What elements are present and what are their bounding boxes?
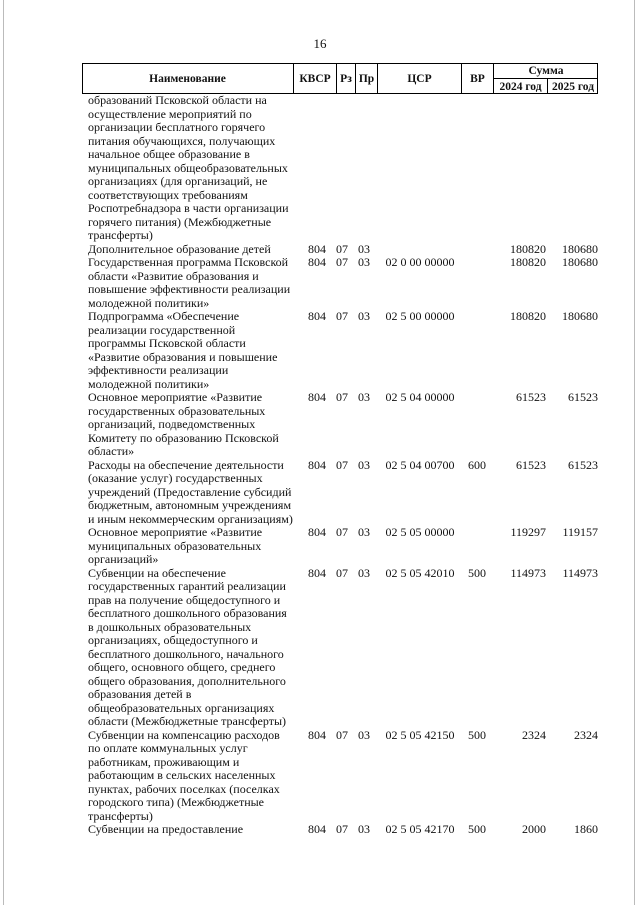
cell-vr: 500 bbox=[468, 822, 486, 836]
cell-kvsr: 804 bbox=[308, 390, 326, 404]
cell-name bbox=[88, 256, 298, 310]
cell-name-line: Государственная программа Псковской bbox=[88, 255, 289, 269]
page-number: 16 bbox=[313, 36, 327, 51]
cell-sum-2024: 61523 bbox=[516, 457, 546, 472]
cell-name-line: прав на получение общедоступного и bbox=[88, 592, 281, 607]
cell-name-line: пунктах, рабочих поселках (поселках bbox=[88, 781, 280, 796]
cell-name-line: общего, основного общего, среднего bbox=[88, 660, 276, 674]
cell-name-line: образований Псковской области на bbox=[88, 93, 267, 107]
cell-sum-2025: 119157 bbox=[562, 525, 598, 539]
cell-name-line: организациях (для организаций, не bbox=[88, 174, 268, 188]
cell-name-line: осуществление мероприятий по bbox=[88, 106, 252, 121]
cell-name-line: области» bbox=[88, 444, 135, 458]
cell-kvsr: 804 bbox=[308, 309, 326, 323]
cell-name-line: области (Межбюджетные трансферты) bbox=[88, 714, 287, 728]
cell-name-line: в дошкольных образовательных bbox=[88, 619, 252, 634]
cell-name-line: повышение эффективности реализации bbox=[88, 282, 291, 296]
table-row bbox=[0, 94, 640, 243]
cell-kvsr: 804 bbox=[308, 241, 326, 256]
cell-csr: 02 5 05 42150 bbox=[385, 727, 455, 742]
cell-name bbox=[88, 243, 298, 257]
cell-name bbox=[88, 94, 298, 243]
table-row bbox=[0, 243, 640, 257]
cell-name-line: работающим в сельских населенных bbox=[88, 768, 276, 782]
cell-name-line: организаций, подведомственных bbox=[88, 417, 256, 431]
cell-name-line: (оказание услуг) государственных bbox=[88, 471, 263, 485]
cell-sum-2024: 180820 bbox=[510, 255, 546, 269]
cell-name-line: муниципальных общеобразовательных bbox=[88, 160, 288, 175]
cell-name-line: общеобразовательных организациях bbox=[88, 700, 275, 715]
cell-rz: 07 bbox=[336, 390, 348, 404]
header-name: Наименование bbox=[82, 63, 294, 94]
table-row bbox=[0, 526, 640, 567]
cell-pr: 03 bbox=[358, 255, 370, 269]
table-row bbox=[0, 310, 640, 391]
cell-rz: 07 bbox=[336, 457, 348, 472]
cell-pr: 03 bbox=[358, 525, 370, 539]
header-csr: ЦСР bbox=[378, 63, 462, 94]
cell-pr: 03 bbox=[358, 565, 370, 580]
cell-name-line: бесплатного дошкольного, начального bbox=[88, 646, 284, 661]
cell-name-line: учреждений (Предоставление субсидий bbox=[88, 484, 292, 499]
cell-name-line: трансферты) bbox=[88, 808, 153, 823]
cell-kvsr: 804 bbox=[308, 727, 326, 742]
cell-sum-2024: 180820 bbox=[510, 241, 546, 256]
cell-sum-2025: 61523 bbox=[568, 390, 598, 404]
cell-vr: 500 bbox=[468, 727, 486, 742]
table-body bbox=[0, 94, 640, 837]
cell-name-line: эффективности реализации bbox=[88, 363, 229, 377]
cell-name-line: по оплате коммунальных услуг bbox=[88, 741, 248, 755]
cell-name-line: организаций» bbox=[88, 552, 159, 566]
header-rz: Рз bbox=[337, 63, 356, 94]
cell-name bbox=[88, 823, 298, 837]
cell-csr: 02 5 04 00700 bbox=[385, 457, 455, 472]
cell-name-line: бюджетным, автономным учреждениям bbox=[88, 498, 292, 512]
cell-name-line: муниципальных образовательных bbox=[88, 538, 262, 553]
cell-sum-2025: 1860 bbox=[574, 822, 598, 836]
cell-rz: 07 bbox=[336, 241, 348, 256]
cell-name-line: молодежной политики» bbox=[88, 376, 210, 391]
cell-csr: 02 5 05 00000 bbox=[385, 525, 455, 539]
cell-name-line: Подпрограмма «Обеспечение bbox=[88, 309, 240, 323]
header-year-2025: 2025 год bbox=[551, 80, 595, 93]
cell-name-line: государственных гарантий реализации bbox=[88, 579, 286, 593]
cell-sum-2025: 2324 bbox=[574, 727, 598, 742]
cell-name-line: «Развитие образования и повышение bbox=[88, 349, 278, 364]
cell-csr: 02 0 00 00000 bbox=[385, 255, 455, 269]
cell-csr: 02 5 05 42170 bbox=[385, 822, 455, 836]
cell-kvsr: 804 bbox=[308, 255, 326, 269]
cell-pr: 03 bbox=[358, 241, 370, 256]
cell-name-line: Основное мероприятие «Развитие bbox=[88, 525, 263, 539]
cell-rz: 07 bbox=[336, 309, 348, 323]
cell-sum-2025: 180680 bbox=[562, 241, 598, 256]
table-row bbox=[0, 391, 640, 459]
cell-name-line: Дополнительное образование детей bbox=[88, 241, 271, 256]
cell-sum-2024: 180820 bbox=[510, 309, 546, 323]
cell-name bbox=[88, 391, 298, 459]
cell-name-line: организации бесплатного горячего bbox=[88, 120, 266, 134]
cell-vr: 500 bbox=[468, 565, 486, 580]
header-vr: ВР bbox=[462, 63, 494, 94]
cell-kvsr: 804 bbox=[308, 457, 326, 472]
cell-name-line: соответствующих требованиям bbox=[88, 187, 248, 202]
table-row bbox=[0, 823, 640, 837]
cell-name-line: работникам, проживающим и bbox=[88, 754, 240, 769]
cell-name-line: Субвенции на обеспечение bbox=[88, 565, 226, 580]
cell-vr: 600 bbox=[468, 457, 486, 472]
cell-name bbox=[88, 459, 298, 527]
cell-name-line: городского типа) (Межбюджетные bbox=[88, 795, 265, 809]
header-kvsr: КВСР bbox=[294, 63, 337, 94]
cell-name-line: Субвенции на компенсацию расходов bbox=[88, 727, 280, 742]
table-header bbox=[82, 63, 598, 94]
cell-name-line: горячего питания) (Межбюджетные bbox=[88, 214, 272, 229]
cell-name-line: Субвенции на предоставление bbox=[88, 822, 244, 836]
cell-sum-2024: 2324 bbox=[522, 727, 546, 742]
cell-sum-2025: 180680 bbox=[562, 255, 598, 269]
cell-csr: 02 5 04 00000 bbox=[385, 390, 455, 404]
cell-sum-2025: 114973 bbox=[562, 565, 598, 580]
cell-name-line: начальное общее образование в bbox=[88, 147, 250, 161]
cell-pr: 03 bbox=[358, 390, 370, 404]
cell-name-line: бесплатного дошкольного образования bbox=[88, 606, 287, 620]
cell-name-line: молодежной политики» bbox=[88, 295, 210, 310]
cell-name-line: реализации государственной bbox=[88, 322, 236, 337]
cell-rz: 07 bbox=[336, 565, 348, 580]
cell-name-line: организациях, общедоступного и bbox=[88, 633, 258, 647]
cell-name-line: программы Псковской области bbox=[88, 336, 246, 350]
cell-name-line: питания обучающихся, получающих bbox=[88, 133, 276, 148]
table-row bbox=[0, 459, 640, 527]
cell-name-line: Расходы на обеспечение деятельности bbox=[88, 457, 284, 472]
cell-name-line: образования детей в bbox=[88, 687, 192, 701]
cell-pr: 03 bbox=[358, 309, 370, 323]
header-sum: Сумма bbox=[494, 63, 598, 79]
cell-sum-2024: 119297 bbox=[510, 525, 546, 539]
cell-sum-2024: 2000 bbox=[522, 822, 546, 836]
cell-csr: 02 5 00 00000 bbox=[385, 309, 455, 323]
cell-sum-2025: 61523 bbox=[568, 457, 598, 472]
cell-csr: 02 5 05 42010 bbox=[385, 565, 455, 580]
cell-kvsr: 804 bbox=[308, 525, 326, 539]
cell-name bbox=[88, 310, 298, 391]
table-row bbox=[0, 256, 640, 310]
table-row bbox=[0, 567, 640, 729]
cell-rz: 07 bbox=[336, 822, 348, 836]
cell-rz: 07 bbox=[336, 727, 348, 742]
cell-sum-2024: 61523 bbox=[516, 390, 546, 404]
cell-name bbox=[88, 567, 298, 729]
cell-name bbox=[88, 526, 298, 567]
cell-name-line: трансферты) bbox=[88, 228, 153, 242]
cell-name-line: Основное мероприятие «Развитие bbox=[88, 390, 263, 404]
cell-sum-2025: 180680 bbox=[562, 309, 598, 323]
cell-pr: 03 bbox=[358, 457, 370, 472]
cell-kvsr: 804 bbox=[308, 565, 326, 580]
cell-name bbox=[88, 729, 298, 824]
cell-name-line: государственных образовательных bbox=[88, 403, 266, 418]
header-pr: Пр bbox=[356, 63, 378, 94]
cell-rz: 07 bbox=[336, 525, 348, 539]
cell-pr: 03 bbox=[358, 727, 370, 742]
cell-rz: 07 bbox=[336, 255, 348, 269]
cell-name-line: Комитету по образованию Псковской bbox=[88, 430, 279, 445]
header-year-2024: 2024 год bbox=[494, 79, 548, 94]
cell-name-line: области «Развитие образования и bbox=[88, 268, 259, 283]
cell-sum-2024: 114973 bbox=[510, 565, 546, 580]
cell-name-line: Роспотребнадзора в части организации bbox=[88, 201, 289, 215]
header-frame bbox=[82, 63, 598, 94]
cell-pr: 03 bbox=[358, 822, 370, 836]
table-row bbox=[0, 729, 640, 824]
cell-name-line: и иным некоммерческим организациям) bbox=[88, 511, 293, 526]
cell-kvsr: 804 bbox=[308, 822, 326, 836]
cell-name-line: общего образования, дополнительного bbox=[88, 673, 286, 688]
